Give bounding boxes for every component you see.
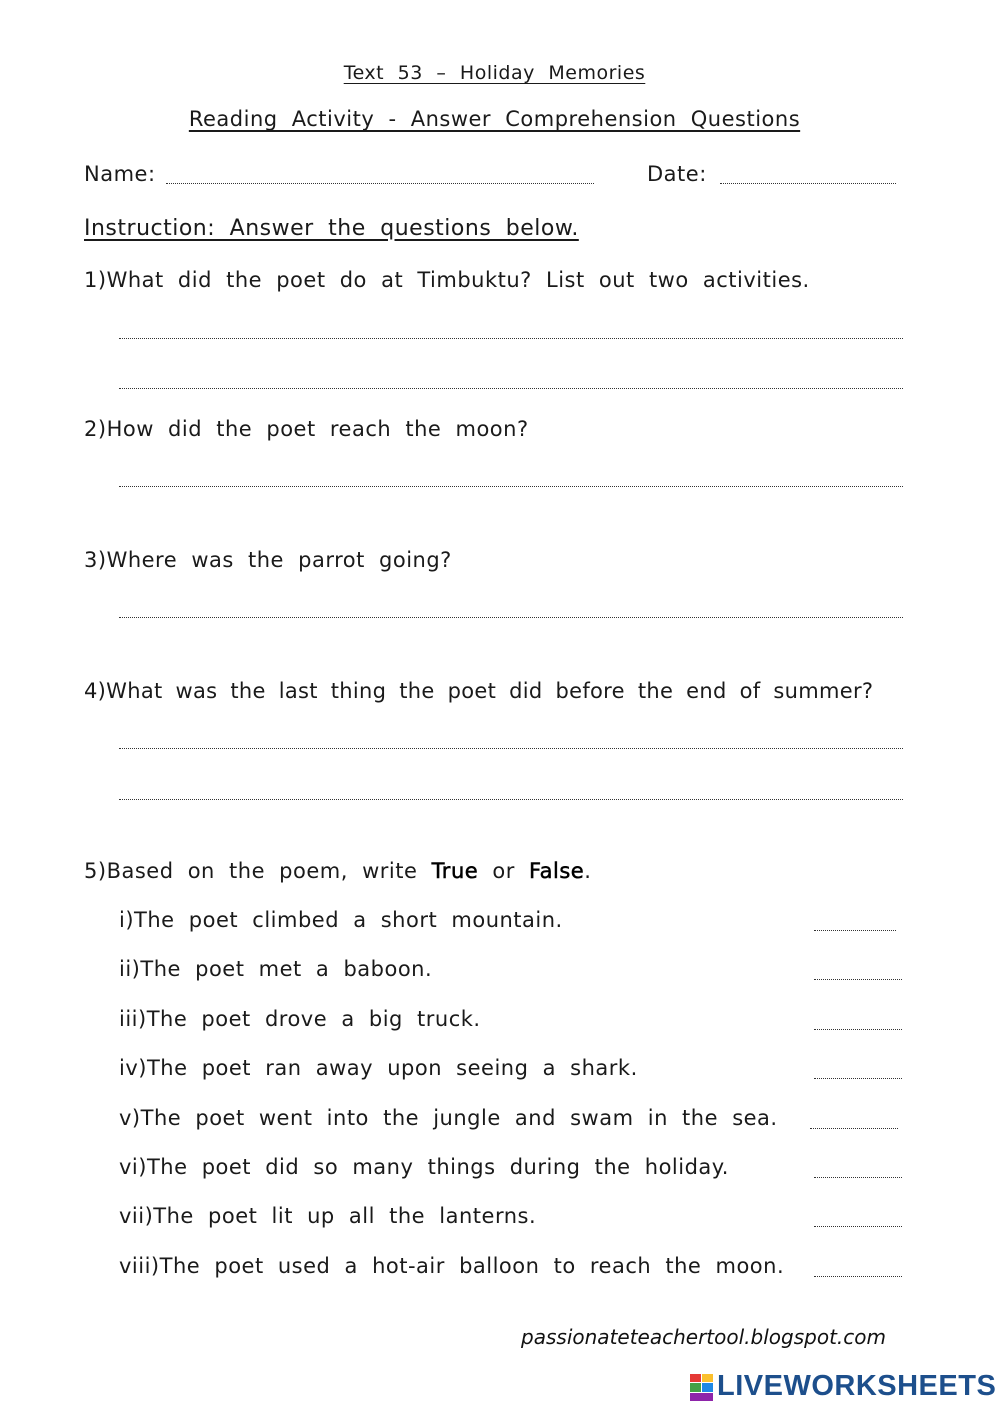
answer-blank[interactable] bbox=[814, 979, 902, 980]
answer-line-q1-b[interactable] bbox=[119, 388, 903, 389]
answer-line-q2[interactable] bbox=[119, 486, 903, 487]
answer-blank[interactable] bbox=[814, 1177, 902, 1178]
name-label: Name: bbox=[84, 162, 156, 186]
question-1 bbox=[84, 268, 810, 292]
liveworksheets-icon bbox=[690, 1374, 714, 1402]
date-field[interactable] bbox=[720, 183, 896, 184]
answer-line-q1-a[interactable] bbox=[119, 338, 903, 339]
statement-item: iii)The poet drove a big truck. bbox=[119, 1007, 481, 1031]
activity-subtitle: Reading Activity - Answer Comprehension Questions bbox=[188, 107, 801, 131]
statement-item: i)The poet climbed a short mountain. bbox=[119, 908, 563, 932]
answer-line-q3[interactable] bbox=[119, 617, 903, 618]
question-3 bbox=[84, 548, 452, 572]
question-2 bbox=[84, 417, 529, 441]
true-keyword: True bbox=[431, 859, 479, 883]
question-number: 3) bbox=[84, 548, 107, 572]
name-field[interactable] bbox=[166, 183, 594, 184]
statement-item: iv)The poet ran away upon seeing a shark. bbox=[119, 1056, 638, 1080]
statement-item: vii)The poet lit up all the lanterns. bbox=[119, 1204, 537, 1228]
blog-url[interactable]: passionateteachertool.blogspot.com bbox=[521, 1325, 886, 1349]
false-keyword: False bbox=[529, 859, 585, 883]
question-text: Where was the parrot going? bbox=[106, 548, 452, 572]
statement-item: vi)The poet did so many things during the holiday. bbox=[119, 1155, 729, 1179]
statement-item: v)The poet went into the jungle and swam in the sea. bbox=[119, 1106, 778, 1130]
answer-line-q4-a[interactable] bbox=[119, 748, 903, 749]
question-4 bbox=[84, 679, 873, 703]
question-number: 4) bbox=[84, 679, 107, 703]
question-5: 5)Based on the poem, write True or False. bbox=[84, 859, 592, 883]
answer-blank[interactable] bbox=[814, 1029, 902, 1030]
worksheet-title: Text 53 – Holiday Memories bbox=[343, 62, 646, 84]
answer-blank[interactable] bbox=[814, 1078, 902, 1079]
answer-blank[interactable] bbox=[814, 1276, 902, 1277]
answer-blank[interactable] bbox=[814, 1226, 902, 1227]
instruction: Instruction: Answer the questions below. bbox=[84, 216, 579, 241]
question-number: 5) bbox=[84, 859, 107, 883]
statement-item: ii)The poet met a baboon. bbox=[119, 957, 433, 981]
answer-blank[interactable] bbox=[814, 930, 896, 931]
question-text: What was the last thing the poet did before the end of summer? bbox=[106, 679, 874, 703]
statement-item: viii)The poet used a hot-air balloon to reach the moon. bbox=[119, 1254, 785, 1278]
question-number: 1) bbox=[84, 268, 107, 292]
answer-blank[interactable] bbox=[810, 1128, 898, 1129]
question-text: What did the poet do at Timbuktu? List out two activities. bbox=[106, 268, 810, 292]
question-text: How did the poet reach the moon? bbox=[106, 417, 529, 441]
answer-line-q4-b[interactable] bbox=[119, 799, 903, 800]
date-label: Date: bbox=[647, 162, 707, 186]
question-number: 2) bbox=[84, 417, 107, 441]
liveworksheets-logo[interactable] bbox=[690, 1370, 997, 1404]
liveworksheets-wordmark: LIVEWORKSHEETS bbox=[717, 1370, 997, 1402]
